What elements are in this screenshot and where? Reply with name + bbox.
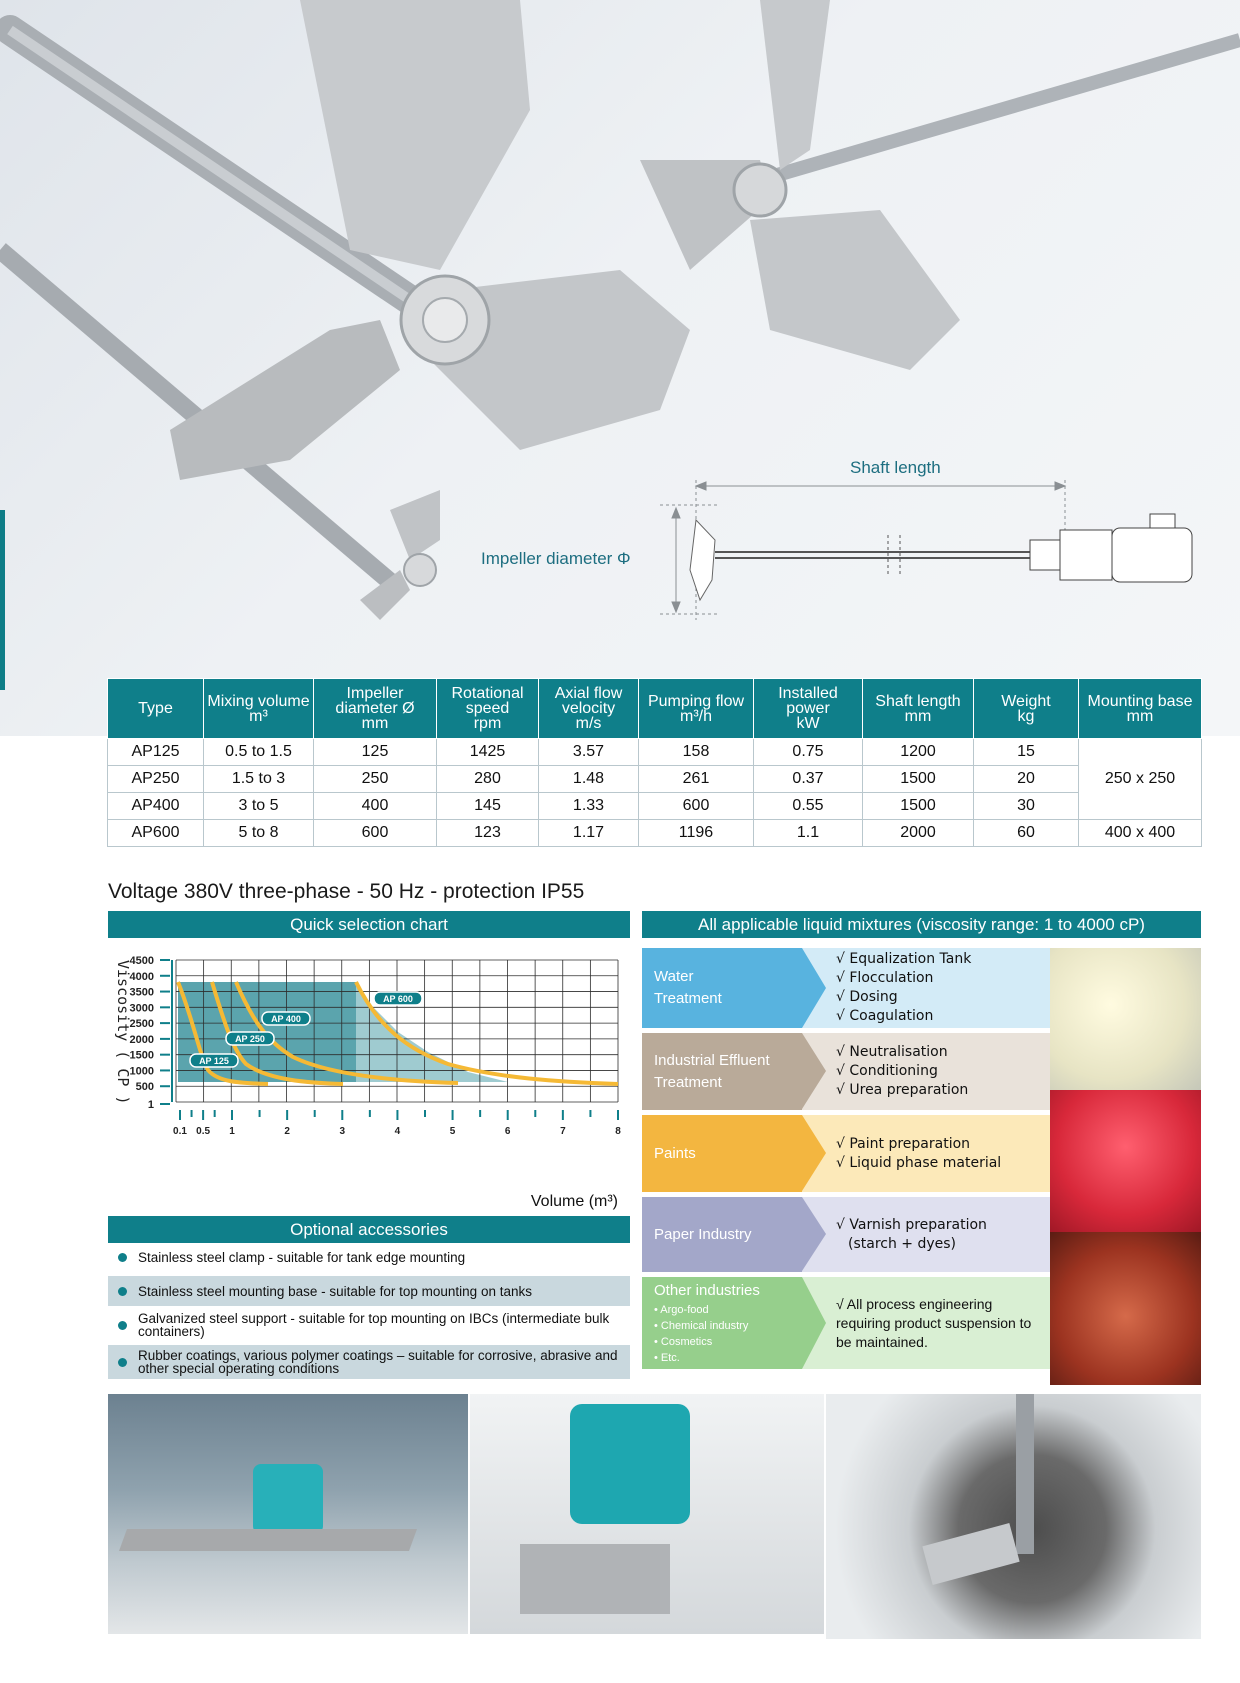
cell-shaft-length: 1200 bbox=[863, 739, 974, 766]
application-uses: √ Equalization Tank √ Flocculation √ Dosing √ Coagulation bbox=[836, 951, 972, 1024]
x-tick-label: 8 bbox=[615, 1126, 621, 1137]
application-uses: √ All process engineering requiring product suspension to be maintained. bbox=[836, 1295, 1032, 1350]
x-tick-label: 3 bbox=[339, 1126, 346, 1137]
cell-mounting-base: 400 x 400 bbox=[1079, 820, 1202, 847]
header-impeller-diameter: Impeller diameter Ø mm bbox=[314, 679, 437, 739]
cell-installed-power: 0.75 bbox=[754, 739, 863, 766]
application-name: Industrial Effluent Treatment bbox=[642, 1033, 802, 1110]
accessories-title: Optional accessories bbox=[108, 1216, 630, 1243]
header-mounting-base: Mounting base mm bbox=[1079, 679, 1202, 739]
spec-header-row bbox=[108, 679, 1202, 739]
arrow-right-icon bbox=[802, 948, 826, 1028]
cell-pumping-flow: 158 bbox=[639, 739, 754, 766]
cell-installed-power: 0.37 bbox=[754, 766, 863, 793]
cell-rotational-speed: 123 bbox=[437, 820, 539, 847]
cell-impeller-diameter: 250 bbox=[314, 766, 437, 793]
impeller-blade-icon bbox=[922, 1523, 1019, 1585]
spec-table bbox=[107, 678, 1202, 847]
cell-shaft-length: 1500 bbox=[863, 766, 974, 793]
cell-mixing-volume: 3 to 5 bbox=[204, 793, 314, 820]
application-uses: √ Varnish preparation (starch + dyes) bbox=[836, 1216, 987, 1252]
mixer-motor-icon bbox=[570, 1404, 690, 1524]
x-tick-label: 0.5 bbox=[196, 1126, 211, 1137]
cell-weight: 30 bbox=[974, 793, 1079, 820]
cell-axial-flow: 1.33 bbox=[539, 793, 639, 820]
cell-pumping-flow: 1196 bbox=[639, 820, 754, 847]
y-tick-label: 1000 bbox=[129, 1065, 154, 1078]
application-uses: √ Paint preparation √ Liquid phase material bbox=[836, 1135, 1002, 1171]
paint-mixing-photo bbox=[1050, 1090, 1201, 1232]
header-shaft-length: Shaft length mm bbox=[863, 679, 974, 739]
cell-weight: 15 bbox=[974, 739, 1079, 766]
application-row bbox=[642, 1277, 1050, 1369]
cell-rotational-speed: 145 bbox=[437, 793, 539, 820]
application-name: Other industries • Argo-food • Chemical industry • Cosmetics • Etc. bbox=[642, 1277, 802, 1369]
quick-chart-title: Quick selection chart bbox=[108, 911, 630, 938]
application-uses: √ Neutralisation √ Conditioning √ Urea preparation bbox=[836, 1044, 969, 1098]
header-type: Type bbox=[108, 679, 204, 739]
y-tick-label: 4500 bbox=[129, 955, 154, 967]
cell-weight: 20 bbox=[974, 766, 1079, 793]
x-tick-label: 4 bbox=[394, 1126, 401, 1137]
cell-type: AP250 bbox=[108, 766, 204, 793]
label-ap250: AP 250 bbox=[235, 1034, 265, 1044]
y-tick-label: 3000 bbox=[129, 1002, 154, 1015]
bullet-icon bbox=[118, 1287, 127, 1296]
cell-installed-power: 1.1 bbox=[754, 820, 863, 847]
y-tick-label: 1 bbox=[147, 1099, 154, 1111]
application-name: Paints bbox=[642, 1115, 802, 1192]
application-row bbox=[642, 1033, 1050, 1110]
cell-mixing-volume: 0.5 to 1.5 bbox=[204, 739, 314, 766]
applications-title: All applicable liquid mixtures (viscosity range: 1 to 4000 cP) bbox=[642, 911, 1201, 938]
y-tick-label: 2000 bbox=[129, 1033, 154, 1046]
ibc-mounting-photo bbox=[108, 1394, 468, 1634]
header-axial-flow: Axial flow velocity m/s bbox=[539, 679, 639, 739]
y-ticks bbox=[130, 955, 170, 1111]
label-ap600: AP 600 bbox=[383, 994, 413, 1004]
arrow-right-icon bbox=[802, 1277, 826, 1369]
y-axis-label: Viscosity ( CP ) bbox=[114, 960, 132, 1105]
y-tick-label: 4000 bbox=[129, 970, 154, 983]
application-name: Paper Industry bbox=[642, 1197, 802, 1272]
table-row bbox=[108, 820, 1202, 847]
arrow-right-icon bbox=[802, 1197, 826, 1271]
voltage-spec: Voltage 380V three-phase - 50 Hz - protection IP55 bbox=[108, 880, 585, 903]
cell-rotational-speed: 1425 bbox=[437, 739, 539, 766]
application-row bbox=[642, 948, 1050, 1028]
x-tick-label: 2 bbox=[284, 1126, 290, 1137]
table-row bbox=[108, 766, 1202, 793]
bullet-icon bbox=[118, 1321, 127, 1330]
x-axis-label: Volume (m³) bbox=[530, 1193, 618, 1210]
header-installed-power: Installed power kW bbox=[754, 679, 863, 739]
cell-shaft-length: 2000 bbox=[863, 820, 974, 847]
cell-type: AP125 bbox=[108, 739, 204, 766]
clamp-icon bbox=[520, 1544, 670, 1614]
application-row bbox=[642, 1197, 1050, 1272]
cell-pumping-flow: 261 bbox=[639, 766, 754, 793]
header-mixing-volume: Mixing volume m³ bbox=[204, 679, 314, 739]
cell-impeller-diameter: 125 bbox=[314, 739, 437, 766]
x-tick-label: 5 bbox=[449, 1126, 456, 1137]
accessories-list bbox=[108, 1243, 630, 1379]
arrow-right-icon bbox=[802, 1115, 826, 1191]
list-item: Stainless steel clamp - suitable for tank edge mounting bbox=[108, 1243, 630, 1271]
x-tick-label: 0.1 bbox=[173, 1126, 187, 1137]
cell-mixing-volume: 5 to 8 bbox=[204, 820, 314, 847]
list-item: Stainless steel mounting base - suitable for top mounting on tanks bbox=[108, 1276, 630, 1306]
cell-rotational-speed: 280 bbox=[437, 766, 539, 793]
y-tick-label: 500 bbox=[135, 1081, 154, 1094]
bullet-icon bbox=[118, 1358, 127, 1367]
y-tick-label: 2500 bbox=[129, 1018, 154, 1031]
tank-impeller-photo bbox=[826, 1394, 1201, 1639]
cell-mixing-volume: 1.5 to 3 bbox=[204, 766, 314, 793]
applications-list bbox=[642, 948, 1050, 1374]
mounting-plate-icon bbox=[119, 1529, 417, 1551]
x-ticks bbox=[173, 1110, 621, 1137]
motor-clamp-photo bbox=[470, 1394, 824, 1634]
arrow-right-icon bbox=[802, 1033, 826, 1109]
application-row bbox=[642, 1115, 1050, 1192]
shaft-icon bbox=[1016, 1394, 1034, 1554]
cell-type: AP600 bbox=[108, 820, 204, 847]
effluent-mixing-photo bbox=[1050, 1232, 1201, 1385]
cell-impeller-diameter: 400 bbox=[314, 793, 437, 820]
x-tick-label: 1 bbox=[229, 1126, 235, 1137]
cell-axial-flow: 1.48 bbox=[539, 766, 639, 793]
bullet-icon bbox=[118, 1253, 127, 1262]
label-ap125: AP 125 bbox=[199, 1056, 229, 1066]
label-ap400: AP 400 bbox=[271, 1014, 301, 1024]
cell-installed-power: 0.55 bbox=[754, 793, 863, 820]
x-tick-label: 6 bbox=[504, 1126, 511, 1137]
header-weight: Weight kg bbox=[974, 679, 1079, 739]
cell-pumping-flow: 600 bbox=[639, 793, 754, 820]
cell-weight: 60 bbox=[974, 820, 1079, 847]
water-treatment-photo bbox=[1050, 948, 1201, 1090]
page-edge-accent bbox=[0, 510, 5, 690]
list-item: Rubber coatings, various polymer coatings – suitable for corrosive, abrasive and other special operating conditions bbox=[108, 1345, 630, 1379]
header-pumping-flow: Pumping flow m³/h bbox=[639, 679, 754, 739]
hero-photo bbox=[0, 0, 1240, 736]
table-row bbox=[108, 793, 1202, 820]
shaft-length-label: Shaft length bbox=[850, 458, 941, 477]
quick-selection-chart bbox=[108, 942, 628, 1210]
list-item: Galvanized steel support - suitable for top mounting on IBCs (intermediate bulk containers) bbox=[108, 1308, 630, 1342]
mixer-motor-icon bbox=[253, 1464, 323, 1534]
cell-impeller-diameter: 600 bbox=[314, 820, 437, 847]
cell-mounting-base: 250 x 250 bbox=[1079, 739, 1202, 820]
cell-shaft-length: 1500 bbox=[863, 793, 974, 820]
impeller-illustration bbox=[0, 0, 1240, 736]
impeller-diameter-label: Impeller diameter Φ bbox=[481, 549, 631, 568]
cell-type: AP400 bbox=[108, 793, 204, 820]
header-rotational-speed: Rotational speed rpm bbox=[437, 679, 539, 739]
cell-axial-flow: 3.57 bbox=[539, 739, 639, 766]
x-tick-label: 7 bbox=[560, 1126, 566, 1137]
mixer-dimension-diagram bbox=[660, 480, 1192, 620]
y-tick-label: 1500 bbox=[129, 1049, 154, 1062]
cell-axial-flow: 1.17 bbox=[539, 820, 639, 847]
table-row bbox=[108, 739, 1202, 766]
application-name: Water Treatment bbox=[642, 948, 802, 1028]
y-tick-label: 3500 bbox=[129, 986, 154, 999]
